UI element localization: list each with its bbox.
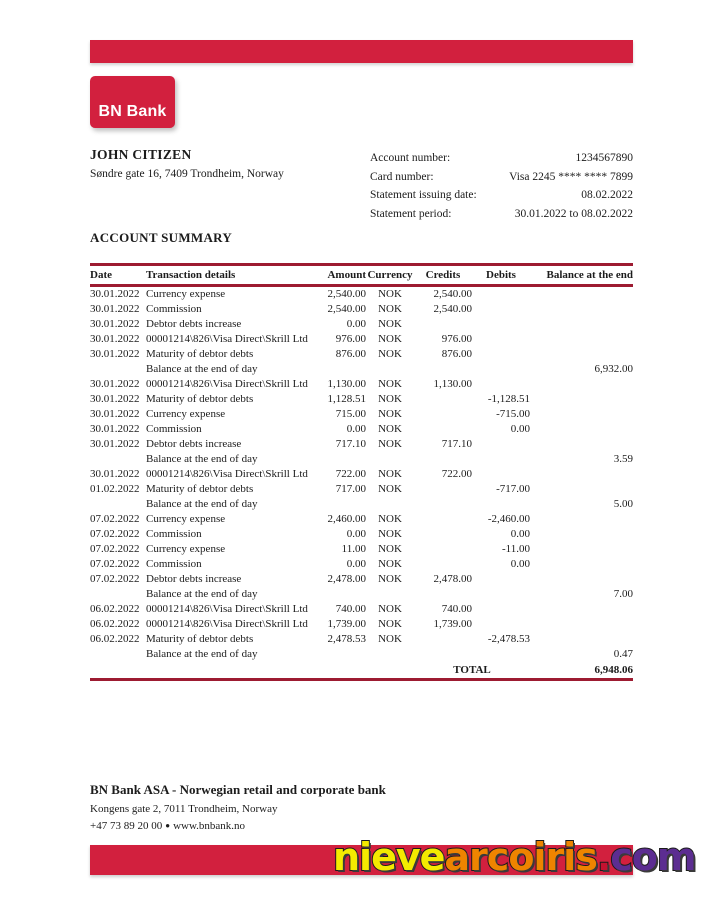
cell-debits <box>472 587 530 602</box>
cell-amount: 715.00 <box>335 408 366 420</box>
cell-balance <box>530 482 633 497</box>
cell-debits <box>472 347 530 362</box>
cell-credits: 2,478.00 <box>433 573 472 585</box>
cell-date: 06.02.2022 <box>90 633 140 645</box>
bn-bank-logo <box>90 76 175 128</box>
cell-currency: NOK <box>378 438 402 450</box>
table-row <box>90 557 633 572</box>
cell-credits <box>414 392 472 407</box>
cell-credits <box>414 497 472 512</box>
cell-currency: NOK <box>378 423 402 435</box>
cell-debits: 0.00 <box>510 558 530 570</box>
header-credits: Credits <box>414 265 472 286</box>
cell-amount: 717.10 <box>335 438 366 450</box>
cell-date: 30.01.2022 <box>90 318 140 330</box>
cell-debits <box>472 437 530 452</box>
cell-balance: 0.47 <box>613 648 633 660</box>
cell-balance <box>530 602 633 617</box>
cell-details: 00001214\826\Visa Direct\Skrill Ltd <box>146 333 308 345</box>
cell-currency: NOK <box>378 618 402 630</box>
footer-company-name: BN Bank ASA - Norwegian retail and corporate bank <box>90 782 386 797</box>
cell-currency: NOK <box>378 393 402 405</box>
cell-date: 07.02.2022 <box>90 558 140 570</box>
cell-amount: 1,130.00 <box>327 378 366 390</box>
cell-amount: 717.00 <box>335 483 366 495</box>
cell-date: 30.01.2022 <box>90 393 140 405</box>
cell-debits <box>472 572 530 587</box>
cell-credits: 1,130.00 <box>433 378 472 390</box>
cell-credits <box>414 512 472 527</box>
cell-date: 30.01.2022 <box>90 408 140 420</box>
cell-amount: 722.00 <box>335 468 366 480</box>
cell-date: 30.01.2022 <box>90 378 140 390</box>
header-currency: Currency <box>366 265 414 286</box>
table-row <box>90 647 633 662</box>
cell-date: 06.02.2022 <box>90 618 140 630</box>
table-row <box>90 332 633 347</box>
cell-balance <box>530 632 633 647</box>
table-row <box>90 527 633 542</box>
cell-credits <box>414 422 472 437</box>
cell-details: Debtor debts increase <box>146 438 242 450</box>
cell-currency: NOK <box>378 558 402 570</box>
top-red-bar <box>90 40 633 63</box>
cell-amount: 2,540.00 <box>327 303 366 315</box>
cell-currency: NOK <box>378 513 402 525</box>
cell-date: 07.02.2022 <box>90 573 140 585</box>
table-row <box>90 362 633 377</box>
cell-date <box>90 452 146 467</box>
cell-balance <box>530 377 633 392</box>
cell-credits <box>414 452 472 467</box>
cell-debits: -2,460.00 <box>487 513 530 525</box>
account-info-value: 1234567890 <box>575 152 633 164</box>
cell-details: Maturity of debtor debts <box>146 393 254 405</box>
table-row <box>90 377 633 392</box>
cell-balance <box>530 527 633 542</box>
cell-balance <box>530 422 633 437</box>
cell-credits: 1,739.00 <box>433 618 472 630</box>
cell-debits: -2,478.53 <box>487 633 530 645</box>
cell-amount: 0.00 <box>346 318 366 330</box>
footer-contact-line <box>90 820 386 832</box>
total-row <box>90 662 633 680</box>
watermark-part-arcoiris: arcoiris <box>444 835 597 879</box>
cell-date: 07.02.2022 <box>90 543 140 555</box>
cell-balance: 5.00 <box>613 498 633 510</box>
table-row <box>90 587 633 602</box>
cell-balance <box>530 392 633 407</box>
cell-balance: 7.00 <box>613 588 633 600</box>
cell-amount: 1,739.00 <box>327 618 366 630</box>
table-row <box>90 542 633 557</box>
cell-amount: 740.00 <box>335 603 366 615</box>
cell-currency: NOK <box>378 333 402 345</box>
customer-name: JOHN CITIZEN <box>90 147 192 162</box>
cell-debits <box>472 647 530 662</box>
cell-date <box>90 497 146 512</box>
cell-amount: 2,540.00 <box>327 288 366 300</box>
cell-balance: 6,932.00 <box>594 363 633 375</box>
account-info-row <box>370 149 633 168</box>
cell-details: Commission <box>146 558 202 570</box>
cell-balance <box>530 437 633 452</box>
cell-details: Maturity of debtor debts <box>146 348 254 360</box>
table-header-row <box>90 265 633 286</box>
cell-debits: -717.00 <box>496 483 530 495</box>
cell-balance <box>530 572 633 587</box>
cell-currency <box>366 497 414 512</box>
table-row <box>90 317 633 332</box>
cell-currency: NOK <box>378 543 402 555</box>
bn-bank-logo-text: BN Bank <box>98 103 167 120</box>
cell-debits <box>472 467 530 482</box>
cell-details: Balance at the end of day <box>146 363 258 375</box>
footer-address: Kongens gate 2, 7011 Trondheim, Norway <box>90 803 278 815</box>
cell-currency: NOK <box>378 303 402 315</box>
cell-details: Currency expense <box>146 543 226 555</box>
cell-date: 01.02.2022 <box>90 483 140 495</box>
cell-currency: NOK <box>378 408 402 420</box>
watermark-part-nieve: nieve <box>333 835 445 879</box>
cell-details: Maturity of debtor debts <box>146 483 254 495</box>
cell-debits: 0.00 <box>510 528 530 540</box>
cell-currency: NOK <box>378 483 402 495</box>
table-row <box>90 422 633 437</box>
cell-details: 00001214\826\Visa Direct\Skrill Ltd <box>146 603 308 615</box>
cell-credits: 717.10 <box>441 438 472 450</box>
cell-details: Balance at the end of day <box>146 453 258 465</box>
cell-debits <box>472 497 530 512</box>
cell-debits: 0.00 <box>510 423 530 435</box>
account-info-value: 30.01.2022 to 08.02.2022 <box>514 207 633 220</box>
customer-block <box>90 147 284 180</box>
cell-details: 00001214\826\Visa Direct\Skrill Ltd <box>146 618 308 630</box>
cell-debits <box>472 362 530 377</box>
cell-credits <box>414 407 472 422</box>
table-body <box>90 286 633 663</box>
cell-amount <box>318 452 366 467</box>
header-transaction-details: Transaction details <box>146 265 318 286</box>
cell-balance <box>530 302 633 317</box>
table-row <box>90 572 633 587</box>
cell-amount: 0.00 <box>346 558 366 570</box>
account-info-label: Statement period: <box>370 207 452 220</box>
cell-credits: 876.00 <box>441 348 472 360</box>
account-info-value: 08.02.2022 <box>581 189 633 201</box>
cell-date: 30.01.2022 <box>90 288 140 300</box>
cell-balance <box>530 557 633 572</box>
cell-details: Balance at the end of day <box>146 588 258 600</box>
cell-date <box>90 647 146 662</box>
cell-date: 30.01.2022 <box>90 348 140 360</box>
cell-amount: 2,478.00 <box>327 573 366 585</box>
bullet-separator-icon: ● <box>165 821 171 830</box>
cell-balance <box>530 332 633 347</box>
table-row <box>90 512 633 527</box>
cell-balance <box>530 317 633 332</box>
cell-amount <box>318 362 366 377</box>
account-info-value: Visa 2245 **** **** 7899 <box>509 170 633 183</box>
cell-debits <box>472 602 530 617</box>
cell-amount <box>318 587 366 602</box>
cell-debits <box>472 617 530 632</box>
cell-debits: -11.00 <box>501 543 530 555</box>
table-row <box>90 437 633 452</box>
cell-credits <box>414 587 472 602</box>
cell-currency: NOK <box>378 378 402 390</box>
cell-debits: -1,128.51 <box>487 393 530 405</box>
table-row <box>90 482 633 497</box>
footer-phone: +47 73 89 20 00 <box>90 820 163 832</box>
cell-debits <box>472 317 530 332</box>
watermark-text <box>333 835 696 879</box>
table-row <box>90 286 633 303</box>
cell-date: 07.02.2022 <box>90 528 140 540</box>
cell-date: 07.02.2022 <box>90 513 140 525</box>
header-balance: Balance at the end <box>530 265 633 286</box>
header-amount: Amount <box>318 265 366 286</box>
cell-details: Balance at the end of day <box>146 648 258 660</box>
table-row <box>90 632 633 647</box>
cell-credits <box>414 482 472 497</box>
cell-currency: NOK <box>378 603 402 615</box>
account-info-list <box>370 149 633 223</box>
account-info-label: Account number: <box>370 152 451 164</box>
cell-debits <box>472 286 530 303</box>
cell-credits <box>414 557 472 572</box>
cell-debits: -715.00 <box>496 408 530 420</box>
cell-date <box>90 587 146 602</box>
cell-debits <box>472 452 530 467</box>
cell-currency: NOK <box>378 288 402 300</box>
footer-website: www.bnbank.no <box>173 820 246 832</box>
cell-date: 30.01.2022 <box>90 438 140 450</box>
total-label: TOTAL <box>414 662 530 680</box>
cell-credits <box>414 632 472 647</box>
cell-details: Commission <box>146 423 202 435</box>
header-debits: Debits <box>472 265 530 286</box>
cell-details: Debtor debts increase <box>146 318 242 330</box>
cell-currency: NOK <box>378 633 402 645</box>
account-info-row <box>370 168 633 187</box>
cell-debits <box>472 332 530 347</box>
cell-amount <box>318 497 366 512</box>
cell-date: 30.01.2022 <box>90 468 140 480</box>
cell-amount: 2,460.00 <box>327 513 366 525</box>
cell-amount: 2,478.53 <box>327 633 366 645</box>
total-value: 6,948.06 <box>530 662 633 680</box>
cell-details: Currency expense <box>146 288 226 300</box>
cell-credits <box>414 542 472 557</box>
cell-balance <box>530 542 633 557</box>
table-row <box>90 602 633 617</box>
footer-block <box>90 782 386 832</box>
cell-amount <box>318 647 366 662</box>
cell-details: 00001214\826\Visa Direct\Skrill Ltd <box>146 378 308 390</box>
cell-details: Debtor debts increase <box>146 573 242 585</box>
customer-address: Søndre gate 16, 7409 Trondheim, Norway <box>90 168 284 180</box>
cell-credits <box>414 647 472 662</box>
cell-date: 06.02.2022 <box>90 603 140 615</box>
cell-credits <box>414 527 472 542</box>
account-info-row <box>370 205 633 224</box>
cell-balance: 3.59 <box>613 453 633 465</box>
account-info-label: Statement issuing date: <box>370 189 477 201</box>
cell-details: 00001214\826\Visa Direct\Skrill Ltd <box>146 468 308 480</box>
cell-details: Balance at the end of day <box>146 498 258 510</box>
cell-amount: 0.00 <box>346 423 366 435</box>
cell-amount: 976.00 <box>335 333 366 345</box>
cell-credits: 722.00 <box>441 468 472 480</box>
section-title: ACCOUNT SUMMARY <box>90 230 233 245</box>
table-row <box>90 302 633 317</box>
table-row <box>90 407 633 422</box>
watermark-dot: . <box>596 835 611 879</box>
cell-amount: 876.00 <box>335 348 366 360</box>
table-row <box>90 497 633 512</box>
cell-details: Commission <box>146 303 202 315</box>
cell-details: Maturity of debtor debts <box>146 633 254 645</box>
table-row <box>90 347 633 362</box>
cell-credits <box>414 362 472 377</box>
cell-balance <box>530 512 633 527</box>
cell-credits: 976.00 <box>441 333 472 345</box>
cell-balance <box>530 617 633 632</box>
table-header <box>90 265 633 286</box>
cell-currency <box>366 647 414 662</box>
cell-details: Commission <box>146 528 202 540</box>
cell-date: 30.01.2022 <box>90 423 140 435</box>
cell-details: Currency expense <box>146 513 226 525</box>
table-footer <box>90 662 633 680</box>
cell-amount: 1,128.51 <box>327 393 366 405</box>
cell-credits <box>414 317 472 332</box>
cell-date <box>90 362 146 377</box>
table-row <box>90 392 633 407</box>
cell-currency <box>366 362 414 377</box>
cell-currency <box>366 452 414 467</box>
cell-currency: NOK <box>378 528 402 540</box>
cell-amount: 0.00 <box>346 528 366 540</box>
account-info-row <box>370 186 633 205</box>
table-row <box>90 452 633 467</box>
cell-balance <box>530 286 633 303</box>
header-date: Date <box>90 265 146 286</box>
cell-details: Currency expense <box>146 408 226 420</box>
cell-debits <box>472 377 530 392</box>
cell-balance <box>530 407 633 422</box>
table-row <box>90 617 633 632</box>
table-row <box>90 467 633 482</box>
cell-amount: 11.00 <box>341 543 366 555</box>
cell-credits: 2,540.00 <box>433 288 472 300</box>
cell-debits <box>472 302 530 317</box>
cell-currency: NOK <box>378 573 402 585</box>
cell-balance <box>530 467 633 482</box>
cell-currency: NOK <box>378 468 402 480</box>
cell-credits: 2,540.00 <box>433 303 472 315</box>
cell-credits: 740.00 <box>441 603 472 615</box>
watermark-part-com: com <box>610 835 696 879</box>
cell-date: 30.01.2022 <box>90 333 140 345</box>
cell-date: 30.01.2022 <box>90 303 140 315</box>
cell-currency: NOK <box>378 348 402 360</box>
cell-currency: NOK <box>378 318 402 330</box>
cell-balance <box>530 347 633 362</box>
cell-currency <box>366 587 414 602</box>
account-summary-table <box>90 263 633 681</box>
account-info-label: Card number: <box>370 170 434 183</box>
